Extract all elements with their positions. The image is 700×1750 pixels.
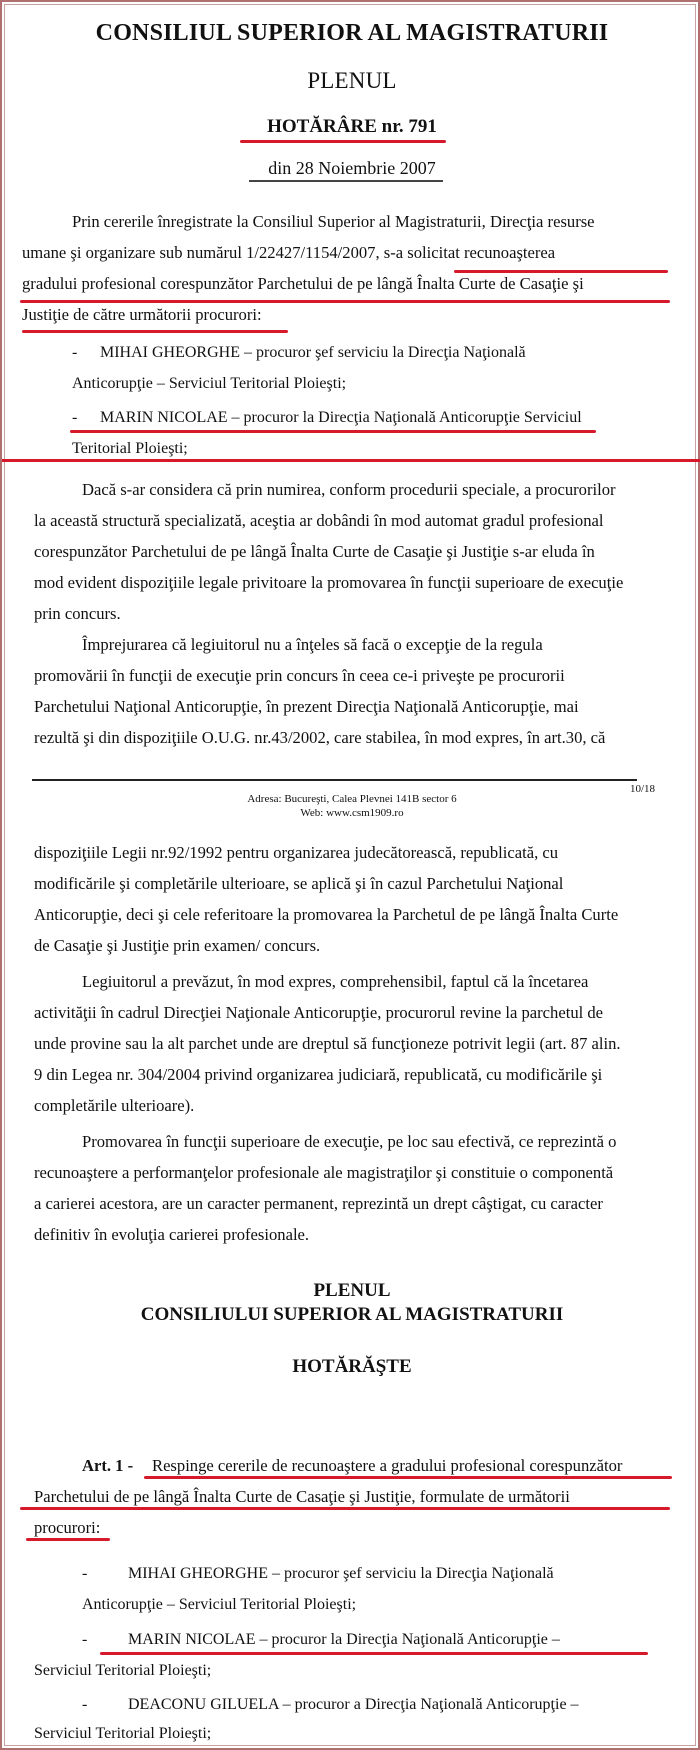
list-item-dash: -	[72, 409, 78, 426]
intro-line: gradului profesional corespunzător Parchetului de pe lângă Înalta Curte de Casaţie şi	[22, 274, 584, 293]
highlight-article	[26, 1538, 110, 1541]
article-number: Art. 1	[82, 1456, 124, 1475]
resolution-line2: CONSILIULUI SUPERIOR AL MAGISTRATURII	[140, 1304, 564, 1325]
resolution-line1: PLENUL	[313, 1280, 391, 1301]
list-item: MIHAI GHEORGHE – procuror şef serviciu la Direcţia Naţională	[100, 344, 526, 361]
footer-rule	[32, 779, 637, 781]
highlight-intro	[454, 270, 668, 273]
paragraph-line: promovării în funcţii de execuţie prin concurs în ceea ce-i priveşte pe procurorii	[34, 666, 565, 685]
paragraph-line: rezultă şi din dispoziţiile O.U.G. nr.43/2002, care stabilea, în mod expres, în art.30, că	[34, 728, 606, 747]
highlight-intro	[22, 330, 288, 333]
section-separator	[2, 459, 700, 462]
paragraph-line: dispoziţiile Legii nr.92/1992 pentru organizarea judecătorească, republicată, cu	[34, 843, 559, 862]
list-item: Anticorupţie – Serviciul Teritorial Ploieşti;	[72, 375, 347, 392]
paragraph-line: unde provine sau la alt parchet unde are dreptul să funcţioneze potrivit legii (art. 87 alin.	[34, 1034, 621, 1053]
paragraph-line: corespunzător Parchetului de pe lângă Înalta Curte de Casaţie şi Justiţie s-ar eluda în	[34, 542, 595, 561]
plenum-title: PLENUL	[307, 68, 397, 93]
paragraph-line: Dacă s-ar considera că prin numirea, conform procedurii speciale, a procurorilor	[82, 480, 616, 499]
paragraph-line: Promovarea în funcţii superioare de execuţie, pe loc sau efectivă, ce reprezintă o	[82, 1132, 617, 1151]
paragraph-line: activităţii în cadrul Direcţiei Naţionale Anticorupţie, procurorul revine la parchetul de	[34, 1003, 604, 1022]
decision-label: HOTĂRÂRE	[267, 116, 377, 137]
institution-title: CONSILIUL SUPERIOR AL MAGISTRATURII	[95, 20, 609, 46]
list-item: DEACONU GILUELA – procuror a Direcţia Naţională Anticorupţie –	[128, 1696, 579, 1713]
paragraph-line: de Casaţie şi Justiţie prin examen/ concurs.	[34, 936, 321, 955]
resolution-verb: HOTĂRĂŞTE	[292, 1356, 412, 1377]
list-item: Teritorial Ploieşti;	[72, 440, 188, 457]
article-label	[82, 1450, 133, 1481]
list-item: Anticorupţie – Serviciul Teritorial Ploieşti;	[82, 1596, 357, 1613]
list-item-dash: -	[82, 1631, 88, 1648]
article-line: procurori:	[34, 1518, 101, 1537]
decision-number: nr. 791	[381, 116, 437, 137]
list-item: MARIN NICOLAE – procuror la Direcţia Naţională Anticorupţie –	[128, 1631, 560, 1648]
paragraph-line: modificările şi completările ulterioare, se aplică şi în cazul Parchetului Naţional	[34, 874, 564, 893]
date-underline	[249, 180, 443, 182]
paragraph-line: recunoaştere a performanţelor profesionale ale magistraţilor şi constituie o componentă	[34, 1163, 614, 1182]
highlight-intro	[20, 300, 670, 303]
intro-line: Justiţie de către următorii procurori:	[22, 305, 262, 324]
paragraph-line: definitiv în evoluţia carierei profesionale.	[34, 1225, 310, 1244]
footer-web: Web: www.csm1909.ro	[300, 807, 404, 819]
footer-address: Adresa: Bucureşti, Calea Plevnei 141B sector 6	[247, 793, 457, 805]
highlight-decision	[240, 140, 446, 143]
paragraph-line: Anticorupţie, deci şi cele referitoare la promovarea la Parchetul de pe lângă Înalta Curte	[34, 905, 619, 924]
decision-title	[2, 116, 700, 138]
highlight-list	[70, 430, 596, 433]
list-item-dash: -	[82, 1696, 88, 1713]
page-number: 10/18	[630, 783, 656, 795]
paragraph-line: prin concurs.	[34, 604, 121, 623]
list-item-dash: -	[72, 344, 78, 361]
highlight-article	[20, 1507, 670, 1510]
list-item-dash: -	[82, 1565, 88, 1582]
article-line: Respinge cererile de recunoaştere a gradului profesional corespunzător	[152, 1456, 623, 1475]
paragraph-line: 9 din Legea nr. 304/2004 privind organizarea judiciară, republicată, cu modificările şi	[34, 1065, 603, 1084]
paragraph-line: Împrejurarea că legiuitorul nu a înţeles să facă o excepţie de la regula	[82, 635, 543, 654]
list-item: Serviciul Teritorial Ploieşti;	[34, 1662, 212, 1679]
paragraph-line: Parchetului Naţional Anticorupţie, în prezent Direcţia Naţională Anticorupţie, mai	[34, 697, 579, 716]
list-item: MARIN NICOLAE – procuror la Direcţia Naţională Anticorupţie Serviciul	[100, 409, 582, 426]
intro-line: Prin cererile înregistrate la Consiliul Superior al Magistraturii, Direcţia resurse	[72, 212, 595, 231]
paragraph-line: Legiuitorul a prevăzut, în mod expres, comprehensibil, faptul că la încetarea	[82, 972, 589, 991]
list-item: Serviciul Teritorial Ploieşti;	[34, 1725, 212, 1742]
paragraph-line: mod evident dispoziţiile legale privitoare la promovarea în funcţii superioare de execuţie	[34, 573, 624, 592]
highlight-article	[144, 1476, 672, 1479]
intro-line: umane şi organizare sub numărul 1/22427/1154/2007, s-a solicitat recunoaşterea	[22, 243, 556, 262]
article-dash: -	[127, 1456, 134, 1475]
list-item: MIHAI GHEORGHE – procuror şef serviciu la Direcţia Naţională	[128, 1565, 554, 1582]
highlight-list	[100, 1652, 648, 1655]
paragraph-line: la această structură specializată, aceştia ar dobândi în mod automat gradul profesional	[34, 511, 604, 530]
decision-date: din 28 Noiembrie 2007	[268, 158, 436, 178]
article-line: Parchetului de pe lângă Înalta Curte de Casaţie şi Justiţie, formulate de următorii	[34, 1487, 570, 1506]
paragraph-line: completările ulterioare).	[34, 1096, 195, 1115]
paragraph-line: a carierei acestora, are un caracter permanent, reprezintă un drept câştigat, cu caracter	[34, 1194, 603, 1213]
